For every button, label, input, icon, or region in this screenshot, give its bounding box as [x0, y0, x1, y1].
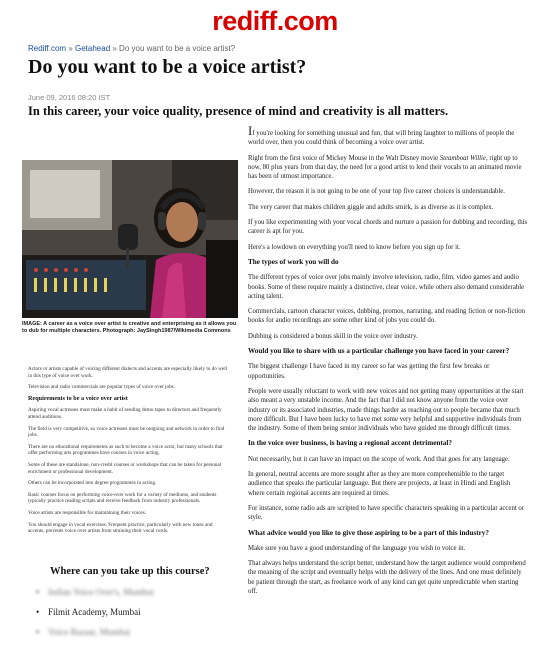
article-date: June 09, 2016 08:20 IST: [28, 93, 111, 102]
paragraph: However, the reason it is not going to be one of your top five career choices is understandable.: [248, 188, 505, 196]
voice-artist-studio-illustration: [22, 160, 238, 318]
text-run: , right up to now, 80 plus years from that day, the need for a good artist to lend their vocals to an animated movie has been of utmost importance.: [248, 154, 522, 181]
paragraph: Basic courses focus on performing voice-over work for a variety of mediums, and students typically practice reading scripts and receive feedback from industry professionals.: [28, 491, 217, 505]
page-title: Do you want to be a voice artist?: [28, 56, 307, 78]
paragraph: There are no educational requirements as such to become a voice actor, but many schools that offer performing arts programmes have courses in voice acting.: [28, 443, 223, 457]
paragraph: Others can be incorporated into degree programmes in acting.: [28, 480, 157, 487]
paragraph: The very career that makes children giggle and adults smirk, is as diverse as it is complex.: [248, 203, 494, 211]
paragraph: The biggest challenge I have faced in my career so far was getting the first few breaks or opportunities.: [248, 363, 490, 380]
paragraph: That always helps understand the script better, understand how the target audience would comprehend the meaning of the script and eventually helps with the delivery of the lines. And one must definitely be patient through the start, as freelance work of any kind can get quite unpredictable when starting off.: [248, 560, 526, 595]
paragraph: For instance, some radio ads are scripted to have specific characters speaking in a particular accent or style.: [248, 504, 525, 522]
article-photo: [22, 160, 238, 318]
right-column: [248, 123, 528, 602]
breadcrumb-current: Do you want to be a voice artist?: [119, 44, 236, 53]
list-item: • Voice Bazaar, Mumbai: [36, 625, 236, 645]
intro-text: f you're looking for something unusual and fun, that will bring laughter to millions of people the world over, then you could think of becoming a voice over artist.: [248, 130, 515, 147]
paragraph: Commercials, cartoon character voices, dubbing, promos, narrating, and reading fiction or non-fiction books for audio recordings are some other kind of jobs you could do.: [248, 308, 526, 325]
breadcrumb: [28, 44, 235, 53]
left-column: [28, 366, 228, 540]
paragraph: If you like experimenting with your vocal chords and nurture a passion for dubbing and recording, this career is apt for you.: [248, 219, 528, 236]
paragraph: Voice artists are responsible for maintaining their voices.: [28, 509, 147, 516]
paragraph: In general, neutral accents are more sought after as they are more comprehensible to the target audience that speaks the particular language. But there are projects, at least in Hindi and English where certain regional accents are required at times.: [248, 471, 511, 497]
list-item: • Filmit Academy, Mumbai: [36, 605, 236, 625]
paragraph: Not necessarily, but it can have an impact on the scope of work. And that goes for any language.: [248, 455, 510, 463]
paragraph: Television and radio commercials are popular types of voice over jobs.: [28, 384, 175, 391]
courses-heading: Where can you take up this course?: [50, 566, 210, 577]
list-item: • Indian Voice Over's, Mumbai: [36, 585, 236, 605]
paragraph: Dubbing is considered a bonus skill in the voice over industry.: [248, 332, 418, 340]
paragraph: People were usually reluctant to work with new voices and not getting many opportunities at the start also meant a very unstable income. And the fact that I did not know anyone from the voice over industry or its associated industries, made things harder as reaching out to people became that much more difficult. But I have been lucky to have met some very helpful and supportive individuals from the industry. Some of them being senior individuals who have guided me through difficult times.: [248, 387, 524, 433]
paragraph: Aspiring vocal actresses must make a habit of sending demo tapes to directors and frequently attend auditions.: [28, 407, 222, 420]
paragraph: The field is very competitive, so voice actresses must be outgoing and network in order to find jobs.: [28, 425, 225, 439]
courses-list: [36, 585, 236, 645]
movie-title: Steamboat Willie: [439, 154, 486, 162]
breadcrumb-home-link[interactable]: Rediff.com: [28, 44, 67, 53]
paragraph: Make sure you have a good understanding of the language you wish to voice in.: [248, 544, 466, 552]
breadcrumb-separator: »: [112, 44, 120, 53]
drop-cap: I: [248, 123, 253, 138]
logo-prefix: rediff: [212, 6, 277, 36]
breadcrumb-separator: »: [68, 44, 75, 53]
text-run: Right from the first voice of Mickey Mouse in the Walt Disney movie: [248, 154, 440, 162]
article-subhead: In this career, your voice quality, presence of mind and creativity is all matters.: [28, 104, 449, 118]
section-heading: The types of work you will do: [248, 257, 339, 266]
paragraph: You should engage in vocal exercises. Frequent practice, particularly with new tones and accents, prevents voice over artists from straining their vocal cords.: [28, 521, 213, 535]
site-logo[interactable]: [0, 6, 550, 37]
paragraph: Here's a lowdown on everything you'll need to know before you sign up for it.: [248, 243, 461, 251]
section-heading: In the voice over business, is having a regional accent detrimental?: [248, 439, 452, 448]
paragraph: [248, 154, 528, 182]
intro-paragraph: [248, 123, 528, 148]
section-heading: What advice would you like to give those aspiring to be a part of this industry?: [248, 528, 489, 537]
section-heading: Would you like to share with us a particular challenge you have faced in your career?: [248, 347, 510, 356]
paragraph: Actors or artists capable of voicing different dialects and accents are especially likely to do well in this type of voice over work.: [28, 366, 228, 379]
section-heading: Requirements to be a voice over artist: [28, 394, 128, 402]
paragraph: Some of these are standalone, non-credit courses or workshops that can be taken for personal enrichment or professional development.: [28, 461, 222, 475]
image-caption: IMAGE: A career as a voice over artist is creative and enterprising as it allows you to dub for multiple characters. Photograph: JaySingh1987/Wikimedia Commons: [22, 321, 237, 334]
logo-suffix: .com: [276, 6, 338, 36]
paragraph: The different types of voice over jobs mainly involve television, radio, film, video games and audio books. Some of these require mainly a distinctive, clear voice, while others also demand considerable acting talent.: [248, 274, 525, 300]
breadcrumb-section-link[interactable]: Getahead: [75, 44, 111, 53]
